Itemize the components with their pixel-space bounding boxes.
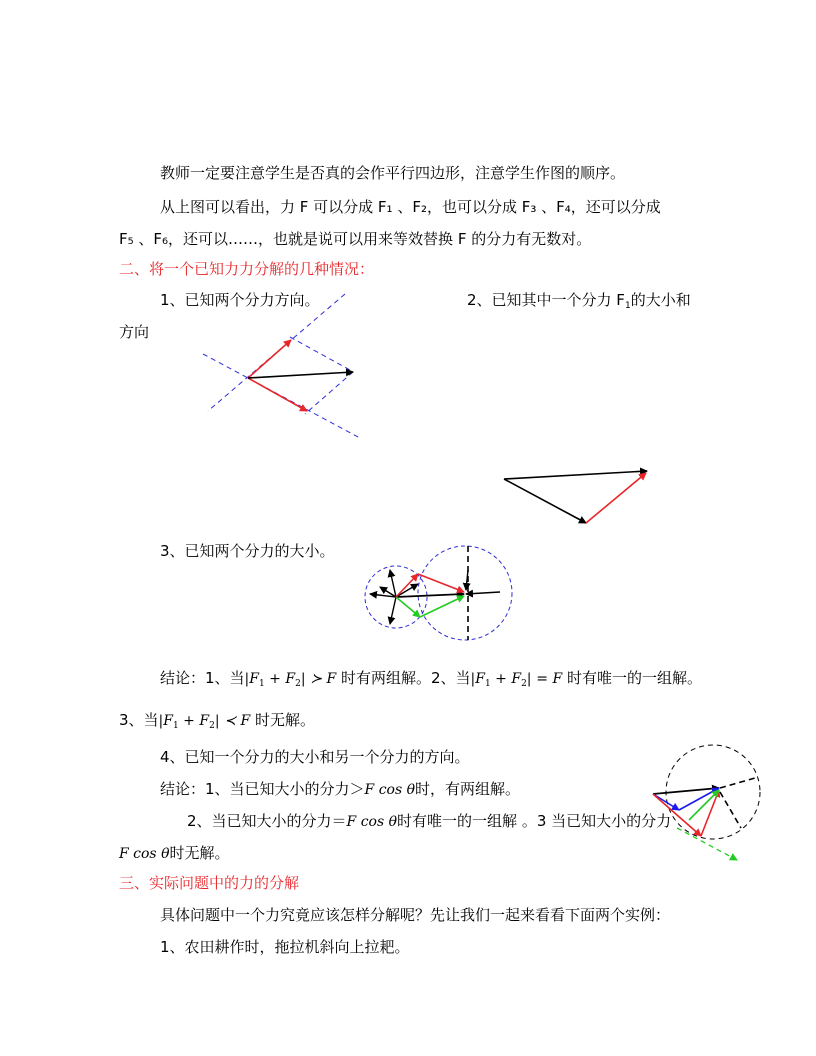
figure-two-directions: [195, 290, 370, 445]
component-arrow-f1: [248, 340, 291, 378]
resultant-arrow-f: [248, 372, 353, 378]
component-arrow-f2: [586, 473, 646, 523]
figure-magnitude-direction: [645, 740, 765, 865]
resultant-arrow-f: [396, 594, 464, 597]
section3-intro: 具体问题中一个力究竟应该怎样分解呢？先让我们一起来看看下面两个实例：: [160, 906, 671, 924]
red-component-2: [418, 574, 464, 592]
case1-label: 1、已知两个分力方向。: [160, 291, 320, 309]
case4-conclusion-3: F cos θ时无解。: [119, 844, 230, 862]
conclusion-line-2: 3、当$|F_1 + F_2|$ ≺ F 时无解。: [119, 711, 315, 731]
paragraph-parallelogram: 教师一定要注意学生是否真的会作平行四边形，注意学生作图的顺序。: [160, 164, 626, 182]
dashed-parallel-line-1: [290, 337, 350, 370]
example-1: 1、农田耕作时，拖拉机斜向上拉耙。: [160, 938, 410, 956]
dashed-parallel-line-2: [305, 372, 353, 414]
case2-label-cont: 方向: [119, 323, 150, 341]
resultant-arrow-f: [504, 471, 647, 479]
component-arrow-f1: [504, 479, 586, 523]
green-component-1: [396, 597, 420, 617]
circle-f2-magnitude: [418, 546, 512, 640]
green-component: [689, 790, 719, 820]
case2-label: 2、已知其中一个分力 $F_1$的大小和: [467, 291, 691, 311]
figure-one-component: [500, 462, 655, 532]
component-arrow-f2: [248, 378, 307, 411]
case4-conclusion-1: 结论：1、当已知大小的分力＞F cos θ时，有两组解。: [160, 780, 521, 798]
section-heading-2: 二、将一个已知力力分解的几种情况：: [119, 260, 375, 278]
paragraph-decomposition-line1: 从上图可以看出，力 F 可以分成 F₁ 、F₂，也可以分成 F₃ 、F₄，还可以分成: [160, 198, 661, 216]
case4-conclusion-2: 2、当已知大小的分力＝F cos θ时有唯一的一组解 。3 当已知大小的分力: [187, 812, 672, 830]
case3-label: 3、已知两个分力的大小。: [160, 542, 335, 560]
paragraph-decomposition-line2: F₅ 、F₆，还可以……，也就是说可以用来等效替换 F 的分力有无数对。: [119, 230, 592, 248]
conclusion-line-1: 结论：1、当$|F_1 + F_2|$ ≻ F 时有两组解。2、当$|F_1 + F_2| = F$ 时有唯一的一组解。: [160, 669, 702, 689]
figure-two-magnitudes: [360, 542, 520, 647]
case4-label: 4、已知一个分力的大小和另一个分力的方向。: [160, 748, 470, 766]
direction-dashed-arrow: [677, 828, 737, 860]
section-heading-3: 三、实际问题中的力的分解: [119, 874, 300, 892]
